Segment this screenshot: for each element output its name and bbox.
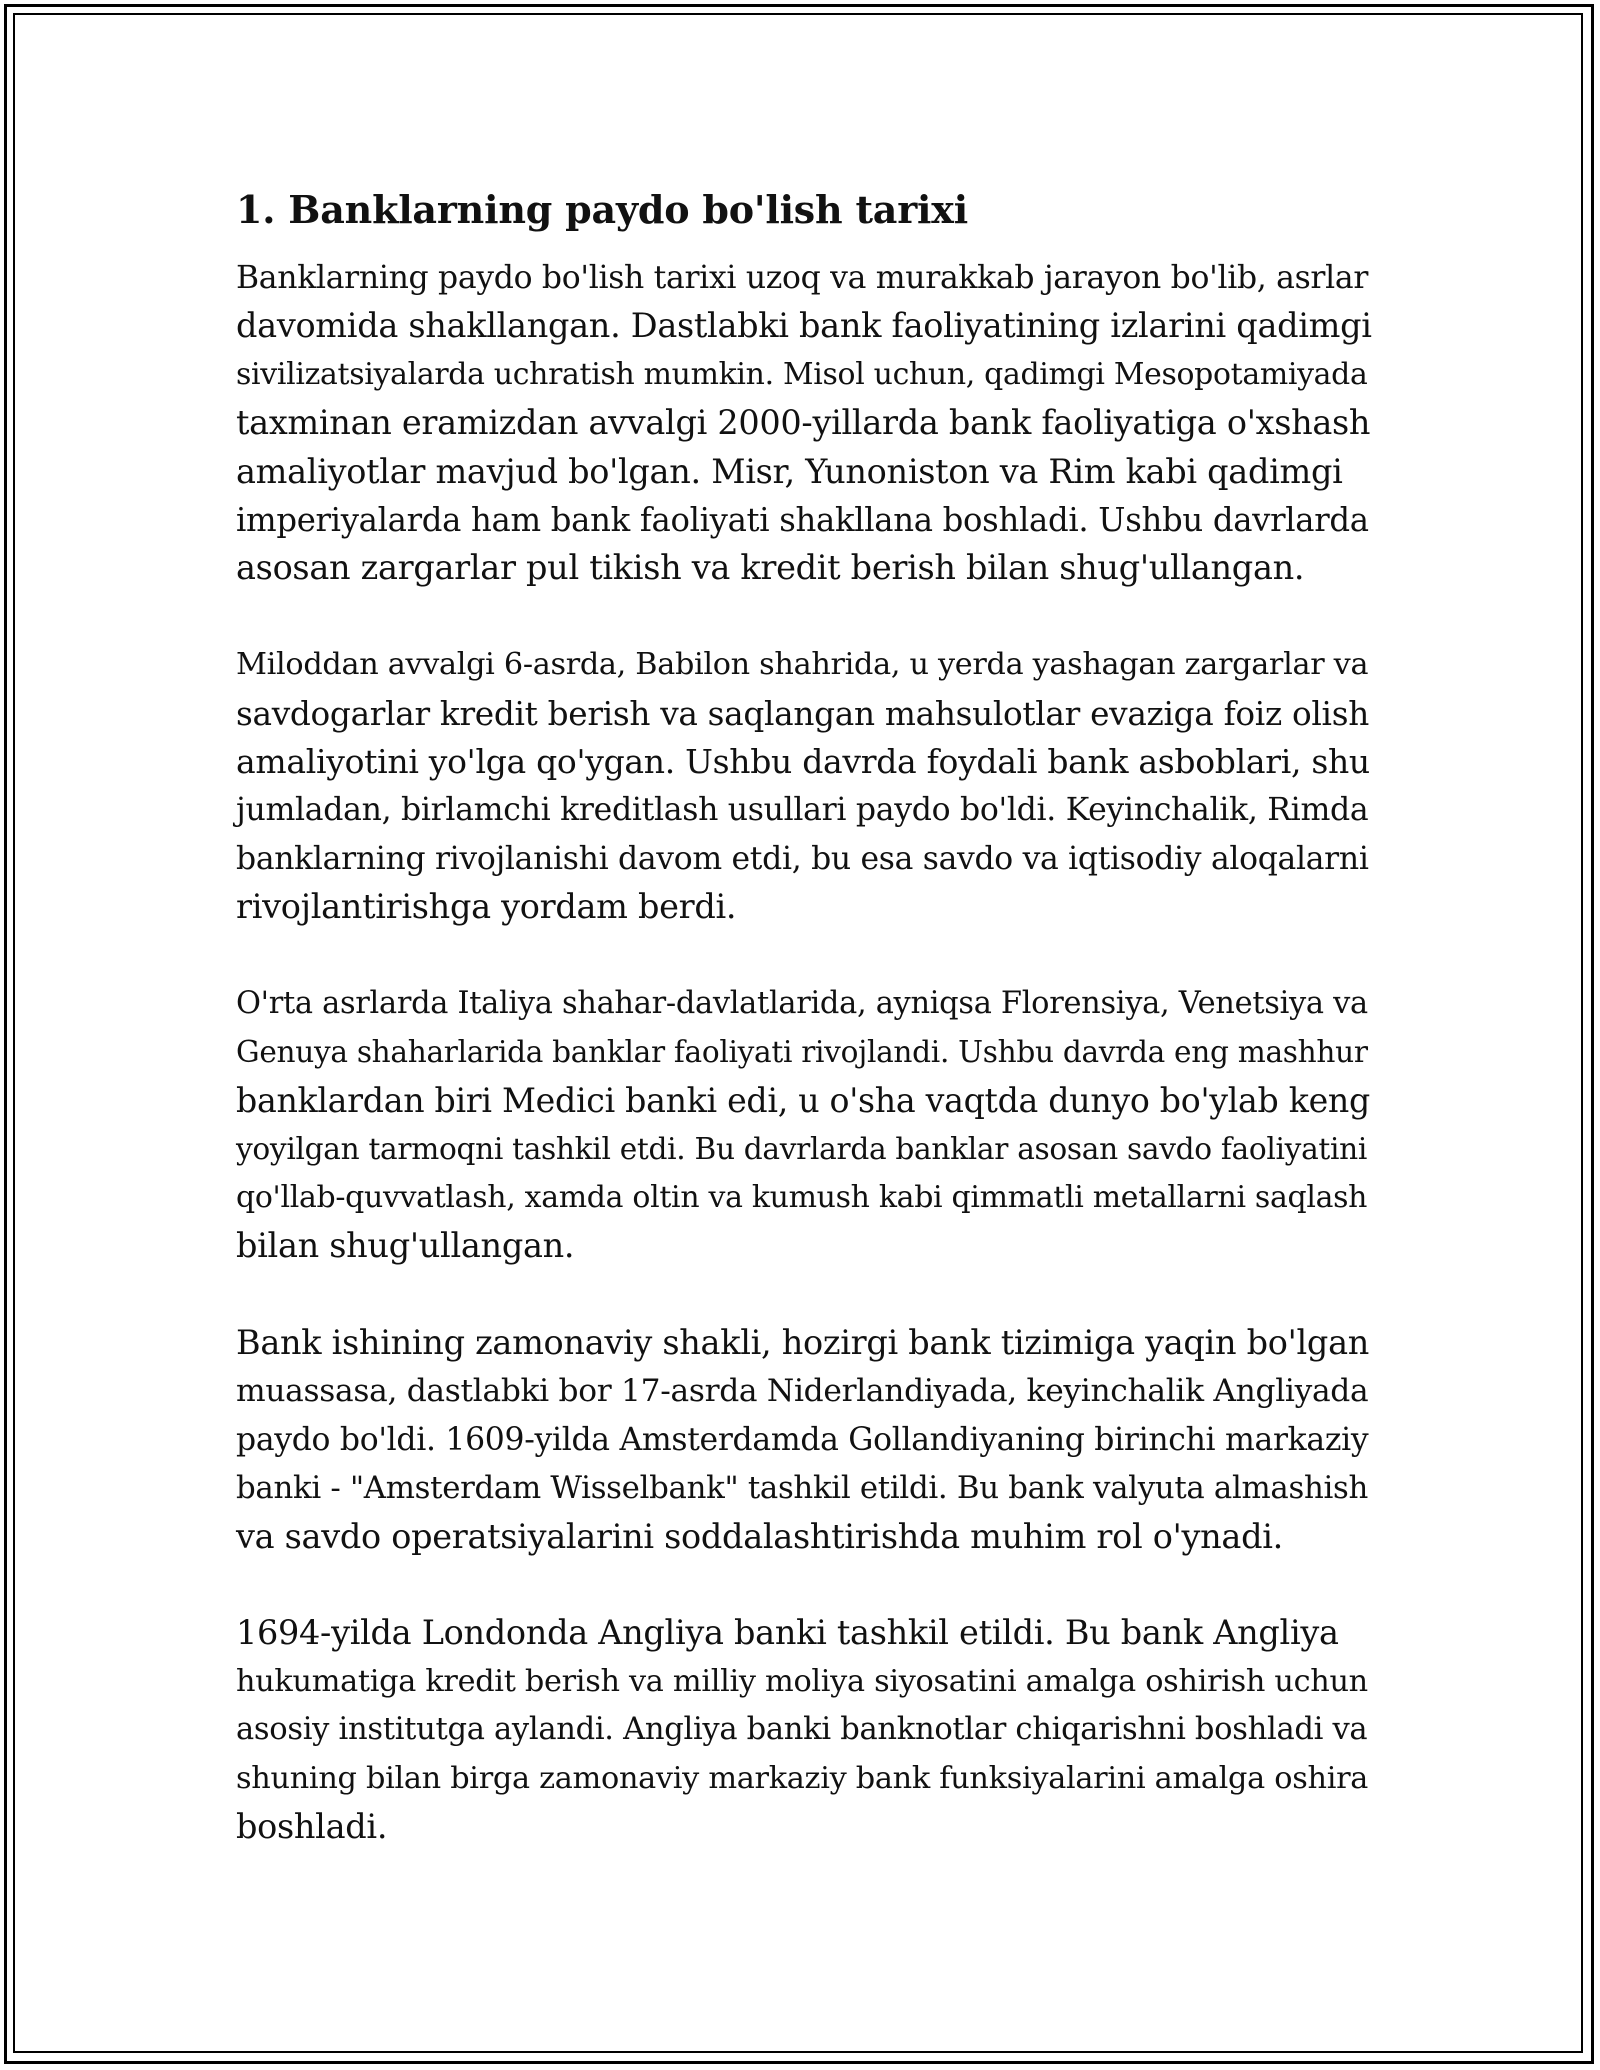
- text-line: jumladan, birlamchi kreditlash usullari paydo bo'ldi. Keyinchalik, Rimda: [236, 792, 1369, 829]
- text-line: qo'llab-quvvatlash, xamda oltin va kumush kabi qimmatli metallarni saqlash: [236, 1179, 1368, 1215]
- text-line: davomida shakllangan. Dastlabki bank faoliyatining izlarini qadimgi: [236, 306, 1372, 346]
- text-line: boshladi.: [236, 1806, 388, 1846]
- text-line: imperiyalarda ham bank faoliyati shakllana boshladi. Ushbu davrlarda: [236, 501, 1369, 540]
- paragraph-1: [236, 254, 1376, 593]
- text-line: muassasa, dastlabki bor 17-asrda Niderlandiyada, keyinchalik Angliyada: [236, 1373, 1369, 1410]
- text-line: O'rta asrlarda Italiya shahar-davlatlarida, ayniqsa Florensiya, Venetsiya va: [236, 986, 1368, 1022]
- text-line: rivojlantirishga yordam berdi.: [236, 887, 737, 927]
- paragraph-5: [236, 1609, 1376, 1851]
- text-line: banki - "Amsterdam Wisselbank" tashkil etildi. Bu bank valyuta almashish: [236, 1470, 1369, 1507]
- text-line: hukumatiga kredit berish va milliy moliya siyosatini amalga oshirish uchun: [236, 1663, 1368, 1699]
- text-line: banklarning rivojlanishi davom etdi, bu esa savdo va iqtisodiy aloqalarni: [236, 840, 1369, 877]
- section-title: 1. Banklarning paydo bo'lish tarixi: [236, 187, 968, 232]
- text-line: Genuya shaharlarida banklar faoliyati rivojlandi. Ushbu davrda eng mashhur: [236, 1035, 1368, 1070]
- text-line: bilan shug'ullangan.: [236, 1226, 575, 1266]
- text-line: Banklarning paydo bo'lish tarixi uzoq va murakkab jarayon bo'lib, asrlar: [236, 260, 1369, 296]
- text-line: Miloddan avvalgi 6-asrda, Babilon shahrida, u yerda yashagan zargarlar va: [236, 647, 1369, 683]
- text-line: shuning bilan birga zamonaviy markaziy bank funksiyalarini amalga oshira: [236, 1760, 1369, 1796]
- paragraph-3: [236, 980, 1376, 1270]
- text-line: amaliyotlar mavjud bo'lgan. Misr, Yunoniston va Rim kabi qadimgi: [236, 451, 1343, 491]
- text-line: savdogarlar kredit berish va saqlangan mahsulotlar evaziga foiz olish: [236, 694, 1369, 733]
- text-line: amaliyotini yo'lga qo'ygan. Ushbu davrda foydali bank asboblari, shu: [236, 742, 1370, 782]
- text-line: taxminan eramizdan avvalgi 2000-yillarda bank faoliyatiga o'xshash: [236, 403, 1371, 443]
- text-line: asosan zargarlar pul tikish va kredit berish bilan shug'ullangan.: [236, 548, 1305, 588]
- text-line: va savdo operatsiyalarini soddalashtirishda muhim rol o'ynadi.: [236, 1516, 1284, 1556]
- paragraph-2: [236, 641, 1376, 931]
- paragraph-4: [236, 1319, 1376, 1561]
- text-line: asosiy institutga aylandi. Angliya banki banknotlar chiqarishni boshladi va: [236, 1712, 1368, 1748]
- text-line: paydo bo'ldi. 1609-yilda Amsterdamda Gollandiyaning birinchi markaziy: [236, 1421, 1369, 1458]
- text-line: banklardan biri Medici banki edi, u o'sha vaqtda dunyo bo'ylab keng: [236, 1080, 1370, 1120]
- text-line: 1694-yilda Londonda Angliya banki tashkil etildi. Bu bank Angliya: [236, 1613, 1339, 1653]
- text-line: yoyilgan tarmoqni tashkil etdi. Bu davrlarda banklar asosan savdo faoliyatini: [236, 1132, 1368, 1167]
- document-body: [236, 184, 1376, 1900]
- text-line: Bank ishining zamonaviy shakli, hozirgi bank tizimiga yaqin bo'lgan: [236, 1322, 1370, 1362]
- text-line: sivilizatsiyalarda uchratish mumkin. Misol uchun, qadimgi Mesopotamiyada: [236, 356, 1368, 392]
